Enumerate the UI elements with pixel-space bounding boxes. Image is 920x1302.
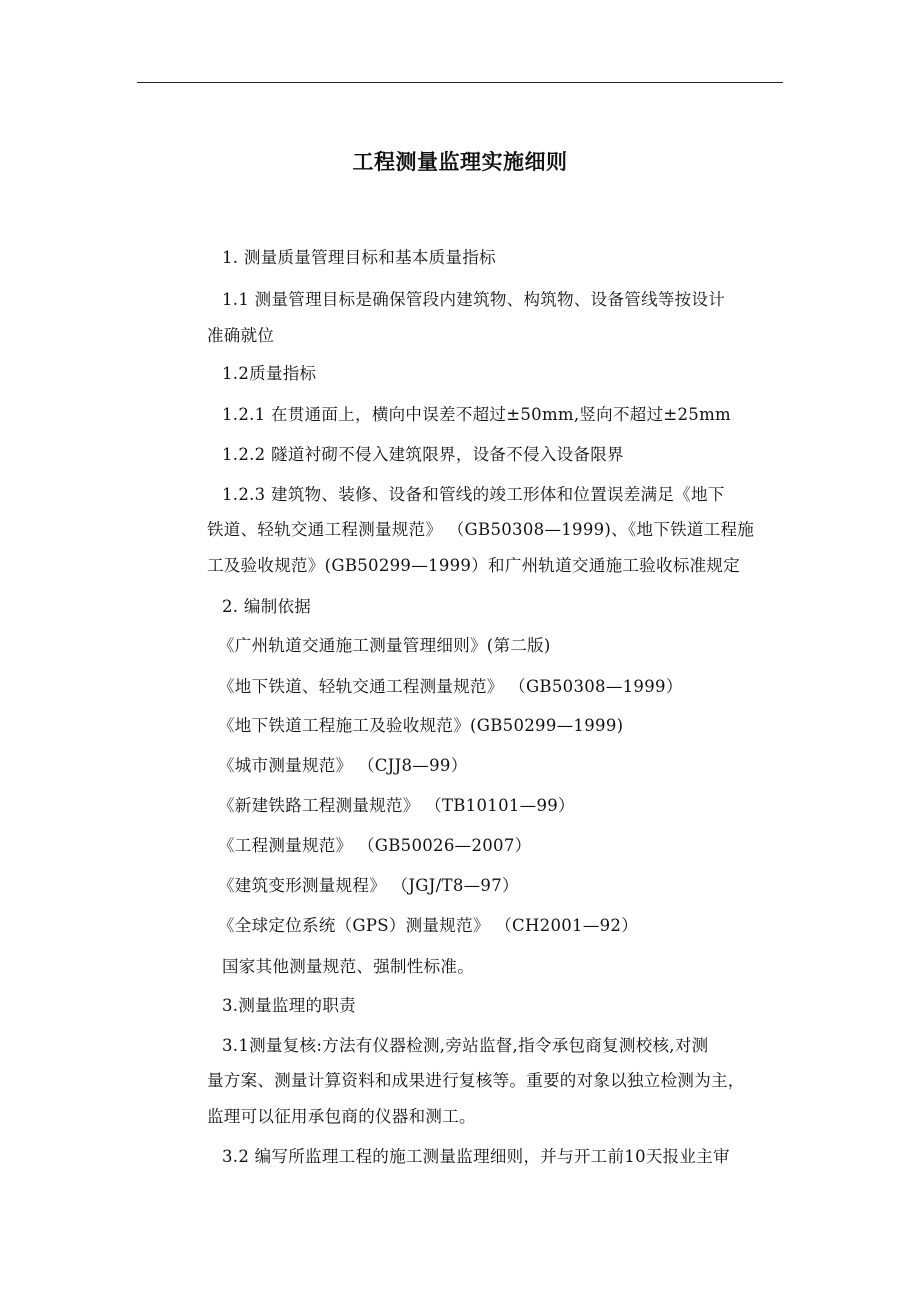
paragraph-line: 1.2.2 隧道衬砌不侵入建筑限界，设备不侵入设备限界	[222, 445, 624, 464]
paragraph-line: 3.1测量复核:方法有仪器检测,旁站监督,指令承包商复测校核,对测	[222, 1036, 709, 1055]
reference-item: 《工程测量规范》 （GB50026—2007）	[218, 836, 532, 855]
heading-subsection-1-2: 1.2质量指标	[222, 364, 317, 383]
paragraph-line: 1.2.1 在贯通面上，横向中误差不超过±50mm,竖向不超过±25mm	[222, 405, 731, 424]
reference-item: 《建筑变形测量规程》 （JGJ/T8—97）	[218, 876, 519, 895]
paragraph-line: 工及验收规范》(GB50299—1999）和广州轨道交通施工验收标准规定	[207, 556, 741, 575]
paragraph-line: 国家其他测量规范、强制性标准。	[222, 957, 474, 976]
heading-section-2: 2. 编制依据	[222, 597, 312, 616]
document-title: 工程测量监理实施细则	[352, 150, 568, 174]
header-rule	[137, 82, 783, 83]
paragraph-line: 监理可以征用承包商的仪器和测工。	[207, 1107, 476, 1126]
reference-item: 《地下铁道、轻轨交通工程测量规范》 （GB50308—1999）	[218, 677, 683, 696]
reference-item: 《全球定位系统（GPS）测量规范》 （CH2001—92）	[218, 916, 639, 935]
paragraph-line: 量方案、测量计算资料和成果进行复核等。重要的对象以独立检测为主，	[207, 1071, 745, 1090]
heading-section-1: 1. 测量质量管理目标和基本质量指标	[222, 248, 496, 267]
reference-item: 《广州轨道交通施工测量管理细则》(第二版)	[218, 636, 551, 655]
paragraph-line: 1.1 测量管理目标是确保管段内建筑物、构筑物、设备管线等按设计	[222, 290, 726, 309]
reference-item: 《地下铁道工程施工及验收规范》(GB50299—1999)	[218, 716, 624, 735]
paragraph-line: 铁道、轻轨交通工程测量规范》 （GB50308—1999)、《地下铁道工程施	[207, 520, 755, 539]
heading-section-3: 3.测量监理的职责	[222, 996, 356, 1015]
reference-item: 《城市测量规范》 （CJJ8—99）	[218, 756, 468, 775]
reference-item: 《新建铁路工程测量规范》 （TB10101—99）	[218, 796, 575, 815]
paragraph-line: 3.2 编写所监理工程的施工测量监理细则，并与开工前10天报业主审	[222, 1147, 730, 1166]
paragraph-line: 准确就位	[207, 326, 275, 345]
paragraph-line: 1.2.3 建筑物、装修、设备和管线的竣工形体和位置误差满足《地下	[222, 485, 725, 504]
